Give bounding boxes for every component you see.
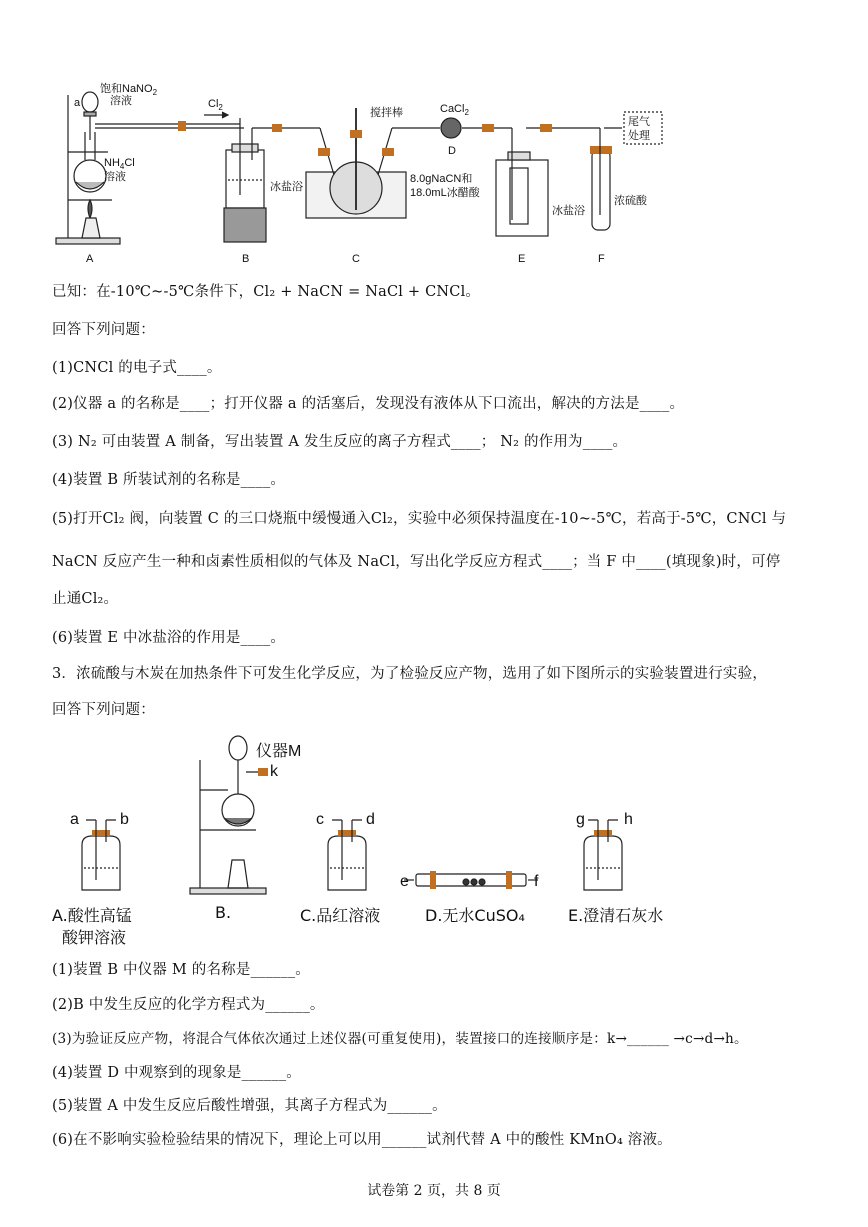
funnel-label-a: a [74, 97, 81, 109]
svg-text:h: h [624, 811, 633, 828]
sub-question-6: (6)在不影响实验检验结果的情况下，理论上可以用______试剂代替 A 中的酸性 KMnO₄ 溶液。 [52, 1132, 672, 1148]
svg-text:A: A [86, 253, 94, 265]
svg-text:浓硫酸: 浓硫酸 [614, 195, 647, 207]
caption-b: B. [215, 903, 232, 922]
svg-text:冰盐浴: 冰盐浴 [270, 181, 303, 193]
answer-intro: 回答下列问题： [52, 322, 155, 338]
caption-d: D.无水CuSO₄ [425, 906, 525, 925]
sub-question-1: (1)装置 B 中仪器 M 的名称是______。 [52, 962, 310, 978]
svg-text:仪器M: 仪器M [256, 743, 302, 760]
known-condition: 已知：在-10℃~-5℃条件下，Cl₂ + NaCN = NaCl + CNCl。 [52, 284, 481, 300]
svg-text:CaCl2: CaCl$_2$ [440, 103, 469, 117]
question-4: (4)装置 B 所装试剂的名称是____。 [52, 472, 286, 488]
svg-text:溶液: 溶液 [104, 171, 126, 183]
question-5-line1: (5)打开Cl₂ 阀，向装置 C 的三口烧瓶中缓慢通入Cl₂，实验中必须保持温度在-10~-5℃，若高于-5℃，CNCl 与 [52, 511, 787, 527]
caption-e: E.澄清石灰水 [568, 906, 664, 925]
question-1: (1)CNCl 的电子式____。 [52, 360, 222, 376]
svg-text:k: k [270, 763, 278, 780]
caption-c: C.品红溶液 [300, 906, 381, 925]
svg-text:NH4Cl: $NH_4Cl$ [104, 157, 135, 171]
svg-text:C: C [352, 253, 360, 265]
sub-question-2: (2)B 中发生反应的化学方程式为______。 [52, 997, 325, 1013]
question-5-line2: NaCN 反应产生一种和卤素性质相似的气体及 NaCl，写出化学反应方程式____；当 F 中____(填现象)时，可停 [52, 554, 781, 570]
svg-text:d: d [366, 811, 375, 828]
question-3: (3) N₂ 可由装置 A 制备，写出装置 A 发生反应的离子方程式____； N₂ 的作用为____。 [52, 434, 628, 450]
question-2: (2)仪器 a 的名称是____；打开仪器 a 的活塞后，发现没有液体从下口流出，解决的方法是____。 [52, 396, 685, 412]
sub-question-3: (3)为验证反应产物，将混合气体依次通过上述仪器(可重复使用)，装置接口的连接顺序是：k→______ →c→d→h。 [52, 1031, 748, 1047]
svg-text:B: B [242, 253, 250, 265]
page-footer: 试卷第 2 页，共 8 页 [367, 1183, 501, 1199]
svg-text:冰盐浴: 冰盐浴 [552, 205, 585, 217]
svg-text:F: F [598, 253, 605, 265]
svg-text:溶液: 溶液 [110, 95, 132, 107]
svg-text:搅拌棒: 搅拌棒 [370, 107, 403, 119]
sub-question-4: (4)装置 D 中观察到的现象是______。 [52, 1065, 301, 1081]
svg-text:g: g [576, 811, 585, 828]
svg-text:c: c [316, 811, 324, 828]
svg-text:e: e [400, 873, 409, 890]
svg-text:E: E [518, 253, 526, 265]
caption-a-line1: A.酸性高锰 [52, 906, 132, 925]
svg-text:18.0mL冰醋酸: 18.0mL冰醋酸 [410, 187, 480, 199]
caption-a-line2: 酸钾溶液 [62, 928, 127, 947]
svg-text:D: D [448, 145, 456, 157]
svg-text:f: f [534, 873, 539, 890]
svg-text:处理: 处理 [628, 130, 650, 142]
question-6: (6)装置 E 中冰盐浴的作用是____。 [52, 630, 286, 646]
problem-3-intro: 回答下列问题： [52, 702, 155, 718]
sub-question-5: (5)装置 A 中发生反应后酸性增强，其离子方程式为______。 [52, 1098, 447, 1114]
svg-text:b: b [120, 811, 129, 828]
svg-text:Cl2: $Cl_2$ [208, 98, 223, 112]
svg-text:尾气: 尾气 [628, 116, 650, 128]
svg-text:8.0gNaCN和: 8.0gNaCN和 [410, 173, 473, 185]
svg-text:饱和NaNO2: 饱和NaNO$_2$ [100, 83, 158, 97]
svg-text:a: a [70, 811, 79, 828]
problem-3-stem: 3．浓硫酸与木炭在加热条件下可发生化学反应，为了检验反应产物，选用了如下图所示的实验装置进行实验， [52, 666, 768, 682]
question-5-line3: 止通Cl₂。 [52, 591, 119, 607]
